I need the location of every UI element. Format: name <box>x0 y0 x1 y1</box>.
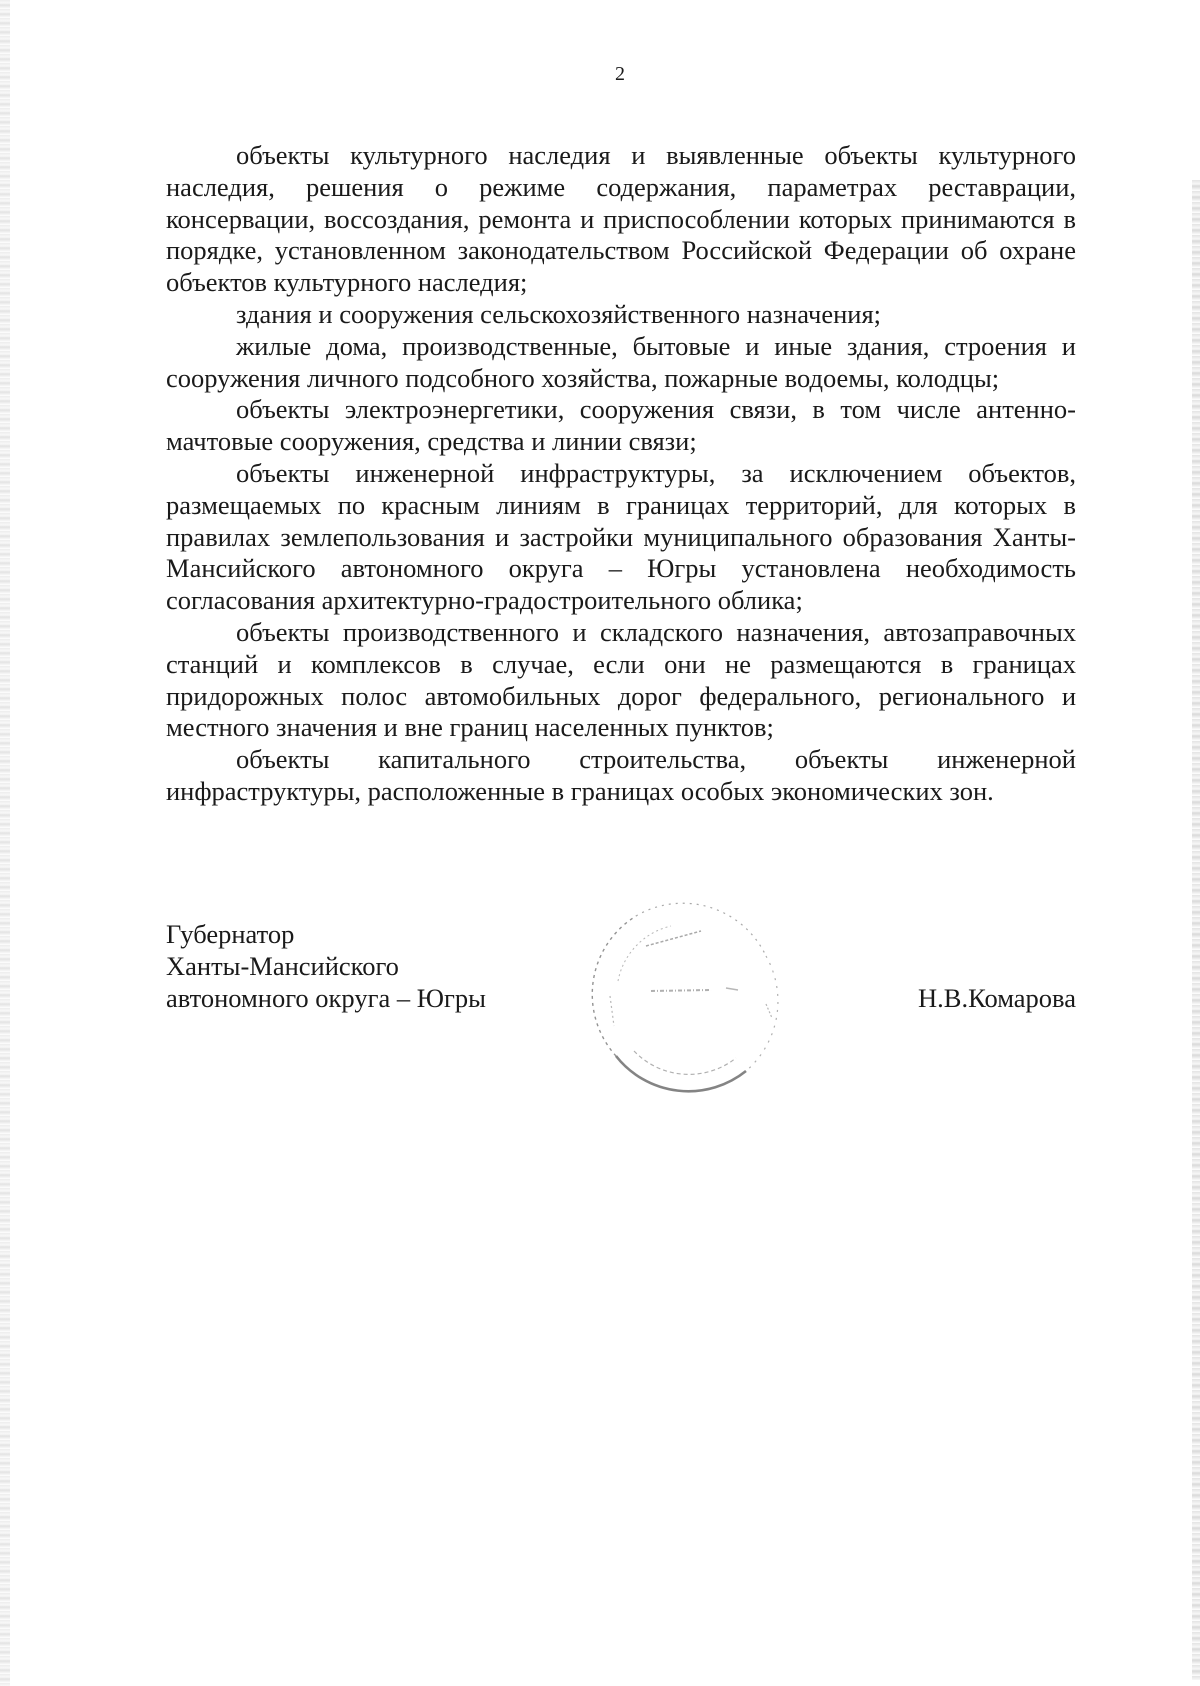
paragraph-industrial-and-warehouse: объекты производственного и складского назначения, автозаправочных станций и комплексов в случае, если они не размещаются в границах придорожных полос автомобильных дорог федерального, регионального и местного значения и вне границ населенных пунктов; <box>166 616 1076 743</box>
signer-position <box>166 918 486 1014</box>
paragraph-special-economic-zones: объекты капитального строительства, объекты инженерной инфраструктуры, расположенные в границах особых экономических зон. <box>166 744 1076 806</box>
signer-position-line-3: автономного округа – Югры <box>166 983 486 1013</box>
official-seal-icon <box>576 886 796 1111</box>
paragraph-engineering-infrastructure: объекты инженерной инфраструктуры, за исключением объектов, размещаемых по красным линиям в границах территорий, для которых в правилах землепользования и застройки муниципального образования Ханты-Мансийского автономного округа – Югры установлена необходимость согласования архитектурно-градостроительного облика; <box>166 457 1076 616</box>
signer-name: Н.В.Комарова <box>918 983 1076 1013</box>
signer-position-line-2: Ханты-Мансийского <box>166 951 399 981</box>
paragraph-residential-houses: жилые дома, производственные, бытовые и иные здания, строения и сооружения личного подсобного хозяйства, пожарные водоемы, колодцы; <box>166 330 1076 393</box>
seal-graphic <box>576 886 796 1106</box>
page-number: 2 <box>615 63 625 85</box>
signature-block <box>166 918 1076 1138</box>
paragraph-power-and-communication: объекты электроэнергетики, сооружения связи, в том числе антенно-мачтовые сооружения, средства и линии связи; <box>166 394 1076 457</box>
document-body <box>166 140 1076 808</box>
scan-edge-left <box>0 0 10 1686</box>
scan-edge-right <box>1192 180 1200 1680</box>
paragraph-cultural-heritage: объекты культурного наследия и выявленные объекты культурного наследия, решения о режиме содержания, параметрах реставрации, консервации, воссоздания, ремонта и приспособлении которых принимаются в порядке, установленном законодательством Российской Федерации об охране объектов культурного наследия; <box>166 140 1076 298</box>
signer-position-line-1: Губернатор <box>166 919 295 949</box>
paragraph-agricultural-buildings: здания и сооружения сельскохозяйственного назначения; <box>236 298 882 329</box>
